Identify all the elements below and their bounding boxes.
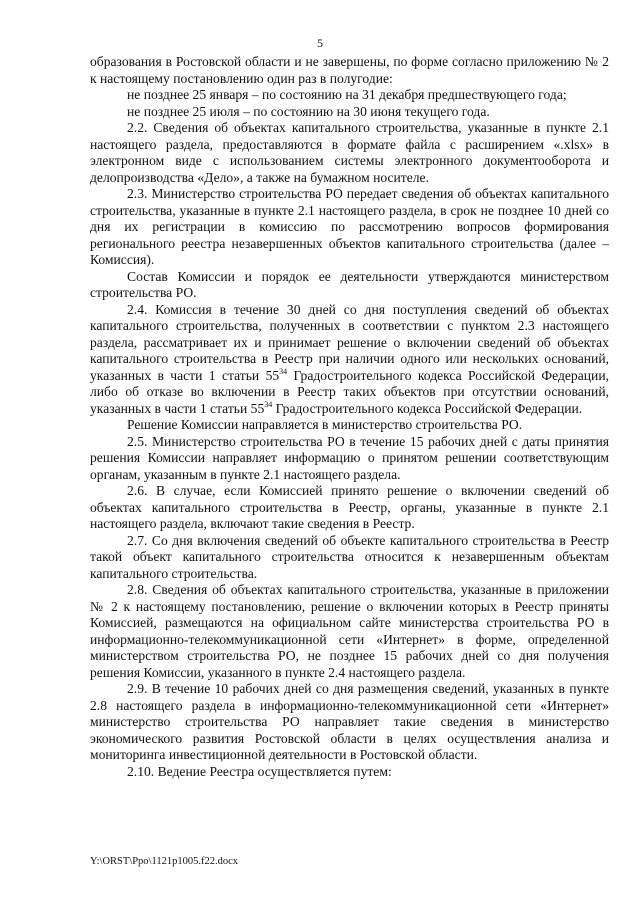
article-superscript: 34 — [279, 366, 288, 376]
paragraph-2-10: 2.10. Ведение Реестра осуществляется путем: — [127, 763, 392, 779]
page-number: 5 — [317, 36, 323, 50]
footer-file-path: Y:\ORST\Ppo\1121p1005.f22.docx — [90, 856, 238, 867]
paragraph-2-6: 2.6. В случае, если Комиссией принято решение о включении сведений об объектах капитального строительства в Реестр, органы, указанные в пункте 2.1 настоящего раздела, включают такие сведения в Реестр. — [90, 483, 609, 531]
paragraph-commission-composition: Состав Комиссии и порядок ее деятельности утверждаются министерством строительства РО. — [90, 268, 609, 300]
paragraph-2-2: 2.2. Сведения об объектах капитального строительства, указанные в пункте 2.1 настоящего раздела, предоставляются в формате файла с расширением «.xlsx» в электронном виде с использованием системы электронного документооборота и делопроизводства «Дело», а также на бумажном носителе. — [90, 120, 609, 185]
document-body — [90, 54, 609, 780]
paragraph-commission-decision: Решение Комиссии направляется в министерство строительства РО. — [127, 417, 523, 432]
paragraph-2-4-part2: Градостроительного кодекса Российской Федерации, либо об отказе во включении в Реестр таких объектов при отсутствии оснований, указанных в части 1 статьи 55 — [90, 367, 609, 416]
paragraph-deadline-july: не позднее 25 июля – по состоянию на 30 июня текущего года. — [127, 103, 490, 119]
paragraph-2-8: 2.8. Сведения об объектах капитального строительства, указанные в приложении № 2 к настоящему постановлению, решение о включении которых в Реестр приняты Комиссией, размещаются на официальном сайте министерства строительства РО в информационно-телекоммуникационной сети «Интернет» в форме, определенной министерством строительства РО, не позднее 15 рабочих дней со дня получения решения Комиссии, указанного в пункте 2.4 настоящего раздела. — [90, 582, 609, 680]
article-superscript: 34 — [264, 399, 273, 409]
paragraph-2-7: 2.7. Со дня включения сведений об объекте капитального строительства в Реестр такой объект капитального строительства относится к незавершенным объектам капитального строительства. — [90, 532, 609, 581]
paragraph-2-9: 2.9. В течение 10 рабочих дней со дня размещения сведений, указанных в пункте 2.8 настоящего раздела в информационно-телекоммуникационной сети «Интернет» министерство строительства РО направляет такие сведения в министерство экономического развития Ростовской области в целях осуществления анализа и мониторинга инвестиционной деятельности в Ростовской области. — [90, 681, 609, 762]
paragraph-2-4-part3: Градостроительного кодекса Российской Федерации. — [272, 400, 583, 416]
paragraph-2-5: 2.5. Министерство строительства РО в течение 15 рабочих дней с даты принятия решения Комиссии направляет информацию о принятом решении соответствующим органам, указанным в пункте 2.1 настоящего раздела. — [90, 433, 609, 482]
paragraph-2-4 — [90, 302, 609, 418]
paragraph-intro: образования в Ростовской области и не завершены, по форме согласно приложению № 2 к настоящему постановлению один раз в полугодие: — [90, 54, 609, 86]
paragraph-2-4-part1: 2.4. Комиссия в течение 30 дней со дня поступления сведений об объектах капитального строительства, полученных в соответствии с пунктом 2.3 настоящего раздела, рассматривает их и принимает решение о включении сведений об объектах капитального строительства в Реестр при наличии одного или нескольких оснований, указанных в части 1 статьи 55 — [90, 301, 609, 383]
paragraph-2-3: 2.3. Министерство строительства РО передает сведения об объектах капитального строительства, указанные в пункте 2.1 настоящего раздела, в срок не позднее 10 дней со дня их регистрации в комиссию по рассмотрению вопросов формирования регионального реестра незавершенных объектов капитального строительства (далее – Комиссия). — [90, 186, 609, 267]
paragraph-deadline-january: не позднее 25 января – по состоянию на 31 декабря предшествующего года; — [127, 87, 567, 102]
